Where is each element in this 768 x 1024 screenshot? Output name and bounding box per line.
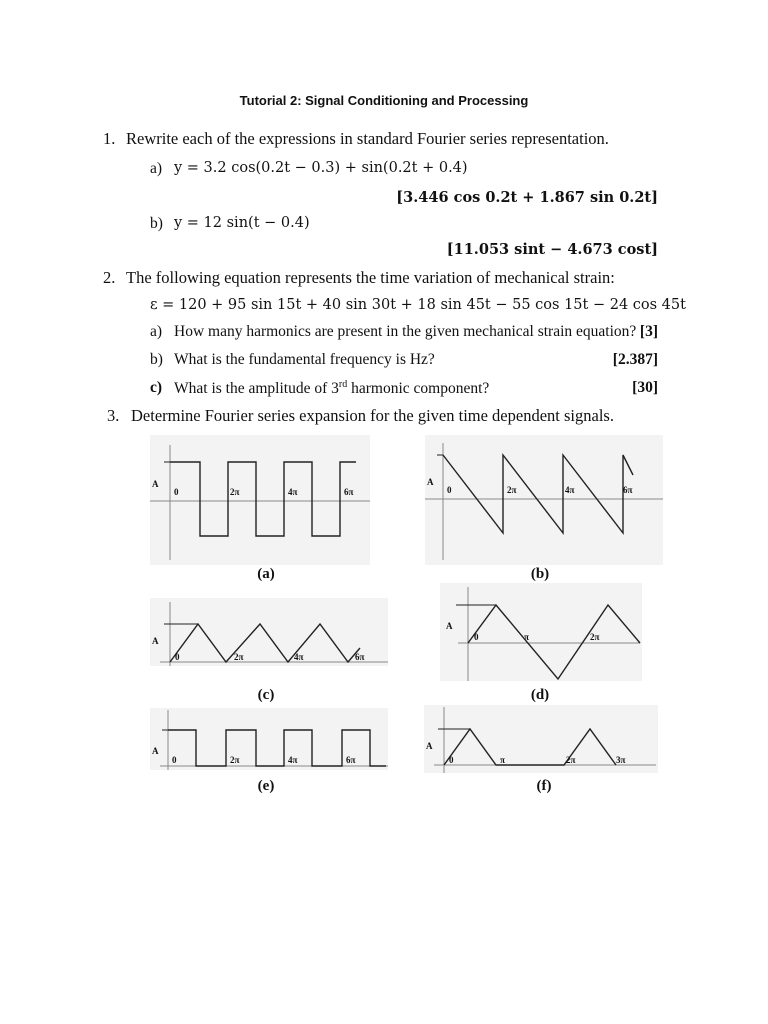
q2b-label: b) [150,351,163,368]
figure-b-tick-0: 0 [447,485,452,495]
q1b-label: b) [150,215,163,232]
figure-f-tick-0: 0 [449,755,454,765]
q2b-text: What is the fundamental frequency is Hz? [174,351,435,368]
figure-d-tick-pi: π [524,632,529,642]
figure-b-tick-2pi: 2π [507,485,517,495]
figure-f-tick-2pi: 2π [566,755,576,765]
q1b-expression: y = 12 sin(t − 0.4) [174,215,310,231]
figure-c-amplitude-label: A [152,636,159,646]
figure-c-triangle-wave [150,598,388,666]
figure-d-triangle-wave [440,583,642,681]
figure-c-tick-6pi: 6π [355,652,365,662]
q2-equation: ε = 120 + 95 sin 15t + 40 sin 30t + 18 sin 45t − 55 cos 15t − 24 cos 45t [150,297,686,313]
figure-f-amplitude-label: A [426,741,433,751]
figure-d-amplitude-label: A [446,621,453,631]
figure-e-pulse-wave [150,708,388,770]
figure-e-tick-2pi: 2π [230,755,240,765]
figure-d-tick-2pi: 2π [590,632,600,642]
q2c-text-pre: What is the amplitude of 3 [174,380,339,398]
figure-c-tick-4pi: 4π [294,652,304,662]
figure-b-tick-6pi: 6π [623,485,633,495]
figure-f-tick-3pi: 3π [616,755,626,765]
figure-b-tick-4pi: 4π [565,485,575,495]
q2a-label: a) [150,323,163,340]
figure-f-caption: (f) [536,778,552,794]
figure-e-tick-6pi: 6π [346,755,356,765]
figure-e-amplitude-label: A [152,746,159,756]
figure-b-amplitude-label: A [427,477,434,487]
q1b-answer: [11.053 sint − 4.673 cost] [446,241,658,258]
q2c-text-post: harmonic component? [347,380,490,398]
figure-a-tick-4pi: 4π [288,487,298,497]
q1-text: Rewrite each of the expressions in standard Fourier series representation. [126,129,609,148]
figure-a-caption: (a) [257,566,275,582]
q2a-text: How many harmonics are present in the given mechanical strain equation? [174,323,637,340]
figure-c-tick-0: 0 [175,652,180,662]
q3-number: 3. [107,406,120,425]
q1a-label: a) [150,160,163,177]
figure-a-tick-0: 0 [174,487,179,497]
q2c-answer: [30] [632,379,658,396]
q2-text: The following equation represents the time variation of mechanical strain: [126,268,615,287]
q1a-answer: [3.446 cos 0.2t + 1.867 sin 0.2t] [396,189,658,206]
figure-b-caption: (b) [530,566,550,582]
q2a-answer: [3] [639,323,658,340]
page-title: Tutorial 2: Signal Conditioning and Processing [239,93,529,108]
figure-a-square-wave [150,435,370,565]
figure-e-caption: (e) [257,778,275,794]
q1a-expression: y = 3.2 cos(0.2t − 0.3) + sin(0.2t + 0.4) [174,160,468,176]
figure-e-tick-0: 0 [172,755,177,765]
q2c-label: c) [150,379,163,396]
q2-number: 2. [103,268,116,287]
q2c-text [174,379,489,398]
figure-c-caption: (c) [257,687,275,703]
figure-f-tick-pi: π [500,755,505,765]
figure-f-triangle-pulses [424,705,658,773]
figure-a-tick-6pi: 6π [344,487,354,497]
figure-e-tick-4pi: 4π [288,755,298,765]
figure-c-tick-2pi: 2π [234,652,244,662]
figure-b-sawtooth-wave [425,435,663,565]
figure-d-caption: (d) [530,687,550,703]
figure-a-amplitude-label: A [152,479,159,489]
figure-a-tick-2pi: 2π [230,487,240,497]
q1-number: 1. [103,129,116,148]
q2c-superscript: rd [338,379,348,390]
figure-d-tick-0: 0 [474,632,479,642]
q3-text: Determine Fourier series expansion for the given time dependent signals. [131,406,614,425]
q2b-answer: [2.387] [612,351,658,368]
